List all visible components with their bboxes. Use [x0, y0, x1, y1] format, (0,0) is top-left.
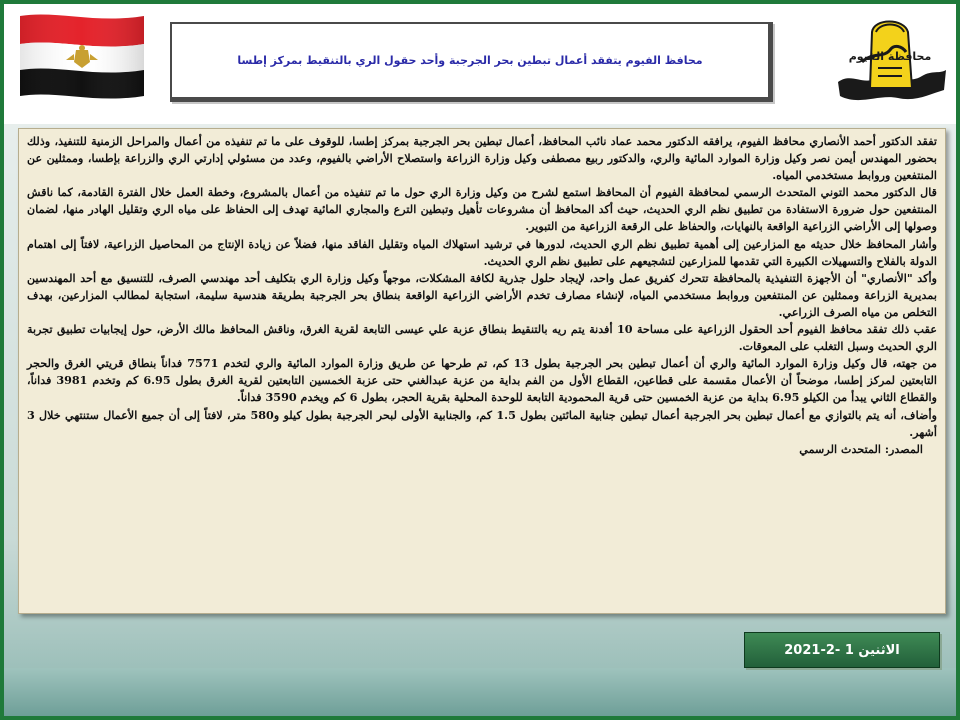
fayoum-governorate-logo [832, 12, 950, 112]
title-box [170, 22, 773, 102]
article-paragraph-3: وأشار المحافظ خلال حديثه مع المزارعين إلى أهمية تطبيق نظم الري الحديث، لدورها في ترشيد استهلاك المياه وتقليل الفاقد منها، فضلاً عن زيادة الإنتاج من المحاصيل الزراعية، لافتاً إلى اهتمام الدولة بالفلاح والتسهيلات الكبيرة التي تقدمها للمزارعين لتشجيعهم على تطبيق نظم الري الحديث. [27, 236, 937, 268]
date-label: الاثنين 1 -2-2021 [784, 642, 900, 658]
article-paragraph-7: وأضاف، أنه يتم بالتوازي مع أعمال تبطين بحر الجرجبة أعمال تبطين جنابية المائتين بطول 1.5 كم، والجنابية الأولى لبحر الجرجبة بطول كيلو و580 متر، لافتاً إلى أن جميع الأعمال ستنتهي خلال 3 أشهر. [27, 407, 937, 439]
egypt-flag-icon [16, 10, 148, 102]
article-paragraph-6: من جهته، قال وكيل وزارة الموارد المائية والري أن أعمال تبطين بحر الجرجبة بطول 13 كم، تم طرحها عن طريق وزارة الموارد المائية والري لتخدم 7571 فداناً بنطاق قريتي الغرق والحجر التابعتين لمركز إطسا، موضحاً أن الأعمال مقسمة على قطاعين، القطاع الأول من الفم بداية من عزبة عبدالغني حتى عزبة الخمسين التابعتين لقرية الغرق بطول 6.95 كم وتخدم 3981 فداناً، والقطاع الثاني يبدأ من الكيلو 6.95 بداية من عزبة الخمسين حتى قرية المحمودية التابعة للوحدة المحلية بقرية الحجر، بطول 6 كم ويخدم 3590 فداناً. [27, 356, 938, 405]
date-box [744, 632, 940, 668]
logo-text: محافظة الفيوم [848, 50, 932, 63]
article-paragraph-2: قال الدكتور محمد التوني المتحدث الرسمي لمحافظة الفيوم أن المحافظ استمع لشرح من وكيل وزارة الري حول ما تم تنفيذه من أعمال بالمشروع، وخطة العمل خلال الفترة القادمة، كما ناقش المنتفعين حول ضرورة الاستفادة من تطبيق نظم الري الحديث، حيث أكد المحافظ أن مشروعات تأهيل وتبطين الترع والمجاري المائية تهدف إلى الحفاظ على مياه الري وتقليل الهادر منها، لضمان وصولها إلى الأراضي الزراعية الواقعة بالنهايات، والحفاظ على الرقعة الزراعية من التبوير. [27, 185, 937, 234]
article-paragraph-1: تفقد الدكتور أحمد الأنصاري محافظ الفيوم، يرافقه الدكتور محمد عماد نائب المحافظ، أعمال تبطين بحر الجرجبة بمركز إطسا، للوقوف على ما تم تنفيذه من أعمال والمراحل الزمنية للتنفيذ، وذلك بحضور المهندس أيمن نصر وكيل وزارة الموارد المائية والري، والدكتور ربيع مصطفى وكيل وزارة الزراعة واستصلاح الأراضي بالفيوم، وعدد من مسئولي إدارتي الري والزراعة بإطسا، وممثلين عن المنتفعين وروابط مستخدمي المياه. [27, 134, 937, 183]
page-title: محافظ الفيوم يتفقد أعمال تبطين بحر الجرجبة وأحد حقول الري بالتنقيط بمركز إطسا [237, 54, 703, 67]
article-paragraph-4: وأكد "الأنصاري" أن الأجهزة التنفيذية بالمحافظة تتحرك كفريق عمل واحد، لإيجاد حلول جذرية لكافة المشكلات، موجهاً وكيل وزارة الري بتكليف أحد مهندسي الصرف، للتنسيق مع أحد المهندسين بمديرية الزراعة وممثلين عن المنتفعين وروابط مستخدمي المياه، لإنشاء مصارف تخدم الأراضي الزراعية الواقعة بنطاق بحر الجرجبة بطريقة هندسية سليمة، استجابة لمطالب المزارعين، بهدف التخلص من مياه الصرف الزراعي. [27, 270, 937, 319]
bottom-strip [4, 668, 956, 716]
article-body [18, 128, 946, 614]
article-source: المصدر: المتحدث الرسمي [799, 441, 923, 456]
article-paragraph-5: عقب ذلك تفقد محافظ الفيوم أحد الحقول الزراعية على مساحة 10 أفدنة يتم ريه بالتنقيط بنطاق عزبة علي عيسى التابعة لقرية الغرق، وناقش المحافظ مالك الأرض، حول إيجابيات تطبيق تجربة الري الحديث وسبل التغلب على المعوقات. [27, 322, 937, 354]
